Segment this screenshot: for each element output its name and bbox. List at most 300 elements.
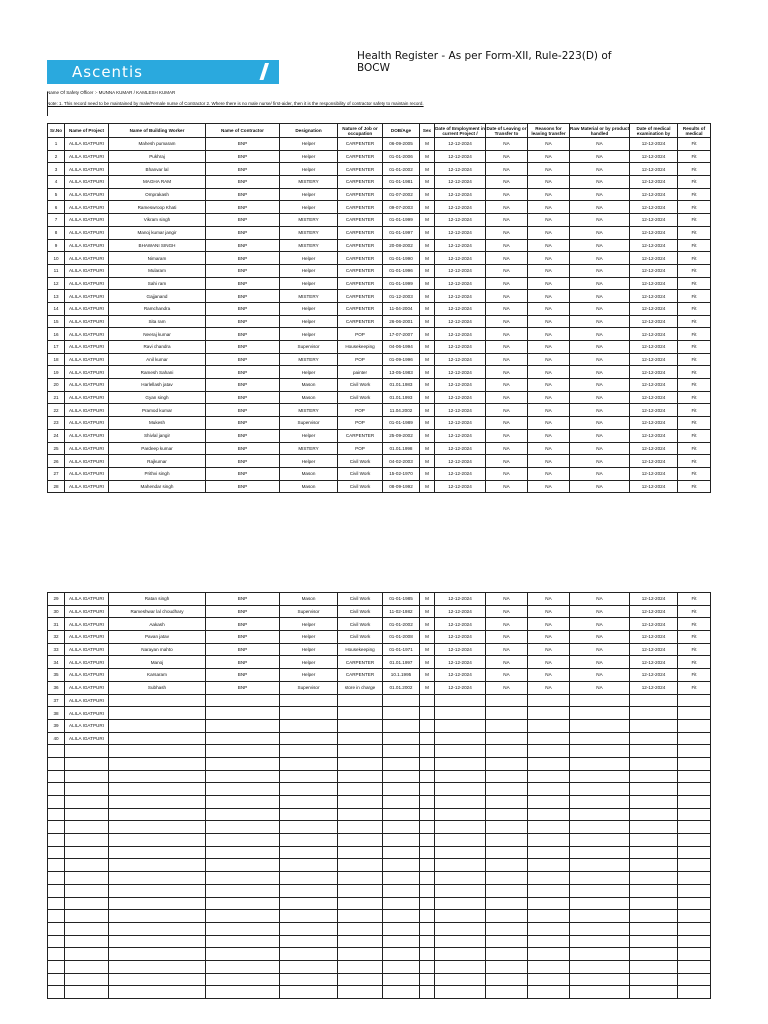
table-row — [48, 707, 711, 720]
table-cell — [678, 960, 711, 973]
table-cell — [206, 732, 280, 745]
table-cell: Aakash — [109, 618, 206, 631]
table-cell: 12-12-2024 — [630, 455, 678, 468]
column-header: Reasons for leaving transfer — [528, 124, 570, 138]
table-cell — [280, 745, 338, 758]
table-cell: NA — [528, 429, 570, 442]
table-cell: 12-12-2024 — [630, 277, 678, 290]
table-cell: ALILA IGATPURI — [65, 252, 109, 265]
table-cell: 12-12-2024 — [630, 379, 678, 392]
table-cell — [435, 922, 486, 935]
table-cell: Mahendar singh — [109, 480, 206, 493]
table-row — [48, 341, 711, 354]
table-cell — [435, 757, 486, 770]
table-cell — [570, 783, 630, 796]
table-cell: 12-12-2024 — [630, 201, 678, 214]
table-cell: 12-12-2024 — [435, 429, 486, 442]
table-cell — [48, 960, 65, 973]
table-cell: NA — [570, 226, 630, 239]
table-cell: 22 — [48, 404, 65, 417]
table-cell: BNP — [206, 214, 280, 227]
column-header: Nature of Job or occupation — [338, 124, 383, 138]
table-cell: CARPENTER — [338, 302, 383, 315]
table-cell: 12-12-2024 — [630, 429, 678, 442]
table-cell: NA — [528, 163, 570, 176]
table-cell: NA — [528, 455, 570, 468]
table-cell: Helper — [280, 618, 338, 631]
table-cell: POP — [338, 353, 383, 366]
table-cell: M — [420, 404, 435, 417]
table-cell: Fit — [678, 656, 711, 669]
table-cell: 25-09-2002 — [383, 429, 420, 442]
table-cell: Mason — [280, 391, 338, 404]
table-cell: ALILA IGATPURI — [65, 163, 109, 176]
table-cell — [528, 986, 570, 999]
column-header: Date of Employment in current Project / — [435, 125, 485, 136]
table-cell: 11-04-2004 — [383, 302, 420, 315]
table-cell: Fit — [678, 353, 711, 366]
table-cell: 9 — [48, 239, 65, 252]
table-cell: ALILA IGATPURI — [65, 138, 109, 151]
table-cell: 01.01.1993 — [383, 391, 420, 404]
table-cell: NA — [570, 341, 630, 354]
table-cell: 01-01-2006 — [383, 150, 420, 163]
table-row — [48, 239, 711, 252]
table-cell — [338, 707, 383, 720]
table-cell: 12-12-2024 — [435, 138, 486, 151]
table-cell — [280, 732, 338, 745]
table-cell — [486, 948, 528, 961]
table-cell — [48, 859, 65, 872]
table-row — [48, 379, 711, 392]
table-cell — [435, 808, 486, 821]
table-cell: 12-12-2024 — [630, 618, 678, 631]
column-header: Designation — [280, 124, 338, 138]
table-cell: NA — [528, 480, 570, 493]
table-cell — [435, 821, 486, 834]
table-cell — [630, 808, 678, 821]
table-cell: BNP — [206, 188, 280, 201]
table-cell: BNP — [206, 417, 280, 430]
table-cell — [570, 732, 630, 745]
table-cell: 40 — [48, 732, 65, 745]
table-cell: CARPENTER — [338, 290, 383, 303]
table-cell — [280, 859, 338, 872]
table-cell — [338, 973, 383, 986]
table-row — [48, 201, 711, 214]
table-cell: 12-12-2024 — [435, 379, 486, 392]
table-cell — [206, 834, 280, 847]
table-cell: BNP — [206, 366, 280, 379]
table-cell: NA — [486, 214, 528, 227]
table-cell: NA — [486, 455, 528, 468]
table-cell: BNP — [206, 669, 280, 682]
table-cell — [435, 986, 486, 999]
table-cell: Ratan singh — [109, 593, 206, 606]
table-row — [48, 353, 711, 366]
table-cell: BNP — [206, 201, 280, 214]
table-cell — [678, 922, 711, 935]
table-cell: Helper — [280, 631, 338, 644]
table-cell: Gyan singh — [109, 391, 206, 404]
table-cell: CARPENTER — [338, 163, 383, 176]
table-cell: POP — [338, 417, 383, 430]
table-cell: BNP — [206, 656, 280, 669]
table-cell — [48, 745, 65, 758]
table-cell: ALILA IGATPURI — [65, 366, 109, 379]
table-cell — [109, 821, 206, 834]
table-cell — [206, 897, 280, 910]
table-cell — [65, 745, 109, 758]
table-cell: 01-01-1999 — [383, 277, 420, 290]
table-cell: Fit — [678, 366, 711, 379]
table-cell: store in charge — [338, 681, 383, 694]
table-cell: ALILA IGATPURI — [65, 341, 109, 354]
table-cell — [65, 922, 109, 935]
table-cell: NA — [528, 605, 570, 618]
table-cell: NA — [570, 379, 630, 392]
table-cell — [528, 757, 570, 770]
table-cell: Rajkumar — [109, 455, 206, 468]
table-cell — [435, 973, 486, 986]
table-cell: M — [420, 379, 435, 392]
table-cell: 12-12-2024 — [630, 681, 678, 694]
table-row — [48, 732, 711, 745]
table-cell: NA — [570, 618, 630, 631]
table-cell: Fit — [678, 681, 711, 694]
table-cell — [678, 745, 711, 758]
table-cell — [206, 859, 280, 872]
table-cell: 11 — [48, 264, 65, 277]
table-cell: Supervisor — [280, 681, 338, 694]
table-cell: NA — [486, 467, 528, 480]
table-cell: 12-12-2024 — [435, 593, 486, 606]
table-cell: POP — [338, 442, 383, 455]
table-row — [48, 138, 711, 151]
empty-table-row — [48, 821, 711, 834]
table-cell: 01-01-1971 — [383, 643, 420, 656]
table-cell: BNP — [206, 379, 280, 392]
table-cell: NA — [570, 605, 630, 618]
table-cell — [383, 973, 420, 986]
table-cell: ALILA IGATPURI — [65, 605, 109, 618]
table-cell: NA — [486, 681, 528, 694]
table-cell: NA — [570, 214, 630, 227]
table-cell — [383, 960, 420, 973]
table-cell — [48, 948, 65, 961]
table-cell: 12-12-2024 — [435, 277, 486, 290]
table-cell — [528, 821, 570, 834]
table-cell: Mukesh — [109, 417, 206, 430]
table-cell — [338, 935, 383, 948]
table-cell: 15-02-1970 — [383, 467, 420, 480]
table-cell: 12-12-2024 — [630, 643, 678, 656]
table-cell — [630, 732, 678, 745]
table-cell — [383, 694, 420, 707]
table-cell — [65, 948, 109, 961]
table-cell: 12-12-2024 — [630, 188, 678, 201]
table-cell: NA — [570, 643, 630, 656]
table-cell: NA — [570, 455, 630, 468]
table-cell — [486, 694, 528, 707]
table-cell — [630, 872, 678, 885]
table-cell: Civil Work — [338, 467, 383, 480]
table-cell: 01-01-1981 — [383, 176, 420, 189]
table-cell — [338, 948, 383, 961]
table-cell: 01-01-1997 — [383, 226, 420, 239]
table-cell: Omprakash — [109, 188, 206, 201]
table-cell — [630, 770, 678, 783]
table-cell — [65, 808, 109, 821]
table-cell — [338, 922, 383, 935]
table-cell: ALILA IGATPURI — [65, 302, 109, 315]
table-cell: M — [420, 252, 435, 265]
table-cell: 12-12-2024 — [435, 226, 486, 239]
table-cell: 10.1.1995 — [383, 669, 420, 682]
table-cell — [528, 910, 570, 923]
note-line: Note: 1. This record need to be maintained by male/Female nurse of Contractor 2. Where there is no male nurse/ first-aider, then it is the responsibility of contractor safety to maintain record. — [47, 101, 424, 106]
table-cell — [570, 897, 630, 910]
table-cell — [435, 834, 486, 847]
table-cell — [206, 821, 280, 834]
table-cell: Supervisor — [280, 341, 338, 354]
table-cell: 12-12-2024 — [435, 163, 486, 176]
table-cell — [486, 960, 528, 973]
table-cell — [206, 948, 280, 961]
table-cell: NA — [486, 188, 528, 201]
table-cell: 12 — [48, 277, 65, 290]
table-cell — [206, 694, 280, 707]
table-cell — [678, 872, 711, 885]
table-row — [48, 429, 711, 442]
table-cell: NA — [528, 239, 570, 252]
table-cell — [630, 719, 678, 732]
table-cell: 27 — [48, 467, 65, 480]
empty-table-row — [48, 745, 711, 758]
table-cell: Housekeeping — [338, 643, 383, 656]
column-header: Date of Leaving or Transfer to — [486, 125, 527, 136]
table-cell — [109, 796, 206, 809]
table-cell — [678, 732, 711, 745]
table-row — [48, 681, 711, 694]
table-cell: 35 — [48, 669, 65, 682]
table-cell: 34 — [48, 656, 65, 669]
table-cell: Shivlal jangir — [109, 429, 206, 442]
logo-sub-line1: Building — [279, 64, 301, 70]
table-cell: 12-12-2024 — [630, 290, 678, 303]
table-cell — [486, 770, 528, 783]
table-cell — [383, 948, 420, 961]
table-cell — [206, 783, 280, 796]
table-cell — [528, 719, 570, 732]
table-cell — [338, 872, 383, 885]
table-cell: NA — [528, 341, 570, 354]
table-cell: NA — [486, 669, 528, 682]
table-cell — [280, 973, 338, 986]
table-cell: 12-12-2024 — [630, 315, 678, 328]
table-cell: M — [420, 277, 435, 290]
table-cell — [48, 986, 65, 999]
table-cell: NA — [486, 593, 528, 606]
table-cell: CARPENTER — [338, 138, 383, 151]
table-cell — [630, 783, 678, 796]
table-cell — [528, 973, 570, 986]
table-cell: BNP — [206, 239, 280, 252]
table-cell: Fit — [678, 391, 711, 404]
table-cell — [420, 872, 435, 885]
table-cell — [420, 821, 435, 834]
table-cell: BNP — [206, 315, 280, 328]
table-cell: Supervisor — [280, 605, 338, 618]
table-cell — [678, 719, 711, 732]
table-cell: 12-12-2024 — [630, 631, 678, 644]
table-cell: CARPENTER — [338, 277, 383, 290]
table-cell: BNP — [206, 252, 280, 265]
table-cell — [570, 960, 630, 973]
table-cell: NA — [570, 467, 630, 480]
table-cell — [570, 846, 630, 859]
table-cell: NA — [528, 188, 570, 201]
table-cell — [570, 770, 630, 783]
table-cell — [435, 745, 486, 758]
table-cell: 12-12-2024 — [630, 353, 678, 366]
table-cell — [678, 834, 711, 847]
table-cell — [435, 897, 486, 910]
table-cell: NA — [528, 366, 570, 379]
table-cell: M — [420, 391, 435, 404]
table-cell — [280, 808, 338, 821]
table-cell: Housekeeping — [338, 341, 383, 354]
table-cell: NA — [528, 277, 570, 290]
table-cell: Ramchandra — [109, 302, 206, 315]
table-cell: 26 — [48, 455, 65, 468]
table-cell: M — [420, 341, 435, 354]
table-cell: NA — [570, 328, 630, 341]
table-cell: Sita ram — [109, 315, 206, 328]
table-cell: NA — [528, 150, 570, 163]
table-cell: ALILA IGATPURI — [65, 455, 109, 468]
table-cell: M — [420, 163, 435, 176]
table-cell — [338, 796, 383, 809]
table-cell: M — [420, 455, 435, 468]
table-cell: Fit — [678, 138, 711, 151]
table-cell — [678, 897, 711, 910]
table-cell — [528, 796, 570, 809]
table-cell: BNP — [206, 138, 280, 151]
table-cell: 01-12-2003 — [383, 290, 420, 303]
table-cell: M — [420, 442, 435, 455]
table-cell: 31 — [48, 618, 65, 631]
table-cell — [383, 783, 420, 796]
table-cell — [678, 935, 711, 948]
empty-table-row — [48, 897, 711, 910]
document-title: Health Register - As per Form-XII, Rule-223(D) of BOCW — [357, 50, 612, 74]
table-cell: 12-12-2024 — [630, 391, 678, 404]
table-cell — [206, 745, 280, 758]
table-cell: Pramod kumar — [109, 404, 206, 417]
table-cell — [678, 770, 711, 783]
table-cell: CARPENTER — [338, 188, 383, 201]
table-cell — [435, 960, 486, 973]
table-cell — [65, 872, 109, 885]
table-cell: MISTERY — [280, 226, 338, 239]
table-cell: NA — [570, 150, 630, 163]
table-cell: NA — [528, 618, 570, 631]
table-cell: NA — [528, 201, 570, 214]
table-cell — [420, 897, 435, 910]
table-cell — [486, 745, 528, 758]
table-cell — [570, 745, 630, 758]
table-cell — [420, 948, 435, 961]
table-cell: Subhash — [109, 681, 206, 694]
table-cell — [280, 719, 338, 732]
table-cell: Civil Work — [338, 391, 383, 404]
table-row — [48, 631, 711, 644]
table-cell: NA — [570, 593, 630, 606]
table-cell: ALILA IGATPURI — [65, 379, 109, 392]
table-cell: 01-09-1996 — [383, 353, 420, 366]
table-cell: Fit — [678, 201, 711, 214]
table-cell: 01-01-2002 — [383, 618, 420, 631]
table-cell: NA — [528, 467, 570, 480]
table-cell: NA — [570, 163, 630, 176]
table-cell: ALILA IGATPURI — [65, 669, 109, 682]
table-cell: M — [420, 631, 435, 644]
table-cell: Prithvi singh — [109, 467, 206, 480]
table-cell: ALILA IGATPURI — [65, 328, 109, 341]
table-cell — [570, 757, 630, 770]
table-cell: NA — [570, 404, 630, 417]
table-cell — [65, 796, 109, 809]
table-cell — [383, 872, 420, 885]
table-cell — [109, 948, 206, 961]
table-row — [48, 618, 711, 631]
table-cell: NA — [486, 315, 528, 328]
table-cell — [65, 846, 109, 859]
table-cell: POP — [338, 328, 383, 341]
empty-table-row — [48, 910, 711, 923]
table-cell: NA — [486, 150, 528, 163]
table-cell: Rameswroop Khati — [109, 201, 206, 214]
table-cell: CARPENTER — [338, 669, 383, 682]
table-cell: NA — [528, 631, 570, 644]
table-row — [48, 315, 711, 328]
table-cell: 12-12-2024 — [630, 417, 678, 430]
table-cell: 01.01.2002 — [383, 681, 420, 694]
table-cell — [65, 910, 109, 923]
empty-table-row — [48, 948, 711, 961]
table-cell — [420, 808, 435, 821]
table-cell — [109, 834, 206, 847]
table-cell: 10 — [48, 252, 65, 265]
table-cell — [630, 973, 678, 986]
table-cell — [338, 821, 383, 834]
table-row — [48, 442, 711, 455]
table-cell: 12-12-2024 — [630, 366, 678, 379]
table-cell — [486, 707, 528, 720]
table-cell: 12-12-2024 — [435, 605, 486, 618]
table-row — [48, 264, 711, 277]
table-cell — [630, 960, 678, 973]
table-cell: NA — [528, 417, 570, 430]
table-cell — [48, 796, 65, 809]
table-cell: M — [420, 150, 435, 163]
table-cell: NA — [570, 264, 630, 277]
table-cell: M — [420, 302, 435, 315]
table-cell: 12-12-2024 — [630, 226, 678, 239]
table-cell — [528, 922, 570, 935]
table-cell: 12-12-2024 — [435, 669, 486, 682]
